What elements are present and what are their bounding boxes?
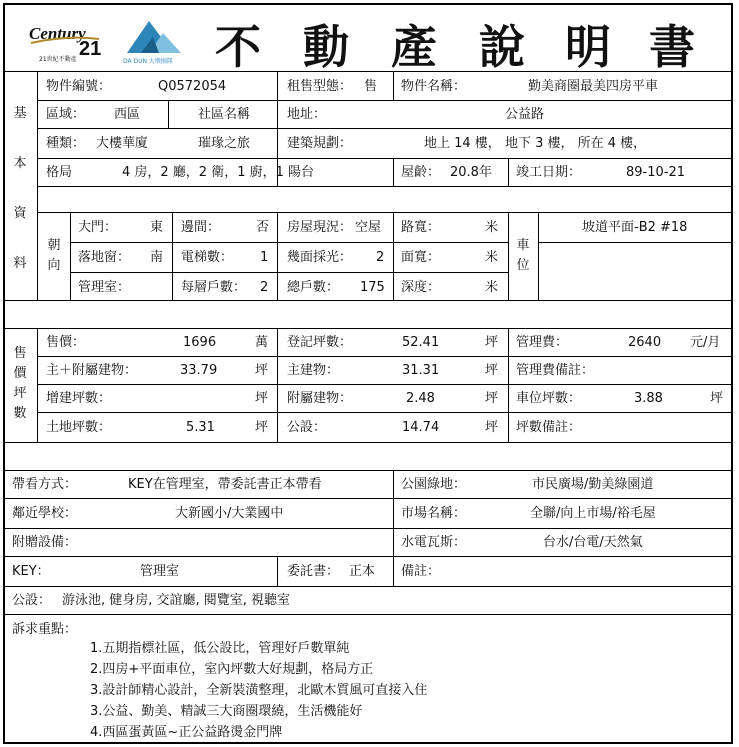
- plan-value: 地上 14 樓， 地下 3 樓， 所在 4 樓，: [424, 136, 647, 151]
- layout-label: 格局: [46, 165, 73, 180]
- age-value: 20.8年: [450, 165, 492, 180]
- depth-label: 深度：: [401, 280, 441, 295]
- rule: [393, 212, 394, 300]
- rule: [70, 212, 71, 300]
- rule: [538, 242, 733, 243]
- ext-label: 增建坪數：: [46, 391, 112, 406]
- parking-value: 坡道平面-B2 #18: [582, 220, 688, 235]
- main-unit: 坪: [255, 363, 269, 378]
- frontage-unit: 米: [485, 250, 499, 265]
- title-char-2: 動: [303, 20, 349, 74]
- appeal-item: 2.四房+平面車位，室內坪數大好規劃，格局方正: [90, 662, 374, 677]
- park-value: 市民廣場/勤美綠園道: [532, 477, 654, 492]
- section-char: 資: [13, 206, 27, 221]
- section-char: 本: [13, 156, 27, 171]
- car-ping-value: 3.88: [634, 391, 663, 406]
- park-label: 公園綠地：: [401, 477, 467, 492]
- ext-unit: 坪: [255, 391, 269, 406]
- reg-value: 52.41: [402, 335, 440, 350]
- community-label: 社區名稱: [198, 107, 251, 122]
- show-label: 帶看方式：: [12, 477, 78, 492]
- reg-label: 登記坪數：: [287, 335, 353, 350]
- rule: [508, 328, 509, 442]
- rule: [37, 212, 733, 213]
- section-char: 料: [13, 256, 27, 271]
- rule: [508, 212, 509, 300]
- plan-label: 建築規劃：: [287, 136, 353, 151]
- price-unit: 萬: [255, 335, 269, 350]
- title-char-5: 明: [565, 20, 611, 74]
- rule: [37, 384, 733, 385]
- type-value: 大樓華廈: [96, 136, 149, 151]
- lease-label: 租售型態：: [287, 79, 353, 94]
- svg-text:Century: Century: [29, 24, 86, 43]
- title-char-4: 說: [479, 20, 525, 74]
- address-value: 公益路: [505, 107, 545, 122]
- parking-char: 位: [516, 258, 530, 273]
- dadun-sub-text: DA DUN 大墩團隊: [123, 58, 173, 65]
- note-label: 備註：: [401, 564, 441, 579]
- per-floor-value: 2: [260, 280, 269, 295]
- rule: [37, 100, 733, 101]
- section-char: 售: [13, 346, 27, 361]
- rule: [172, 212, 173, 300]
- rule: [508, 158, 509, 186]
- orientation-char: 向: [47, 258, 61, 273]
- appeal-label: 訴求重點：: [12, 622, 78, 637]
- object-no-value: Q0572054: [158, 79, 227, 94]
- type-label: 種類：: [46, 136, 86, 151]
- area-value: 西區: [114, 107, 141, 122]
- status-value: 空屋: [355, 220, 382, 235]
- building-label: 主建物：: [287, 363, 340, 378]
- attached-value: 2.48: [406, 391, 435, 406]
- rule: [70, 242, 508, 243]
- object-no-label: 物件編號：: [46, 79, 112, 94]
- frontage-label: 面寬：: [401, 250, 441, 265]
- rule: [3, 586, 733, 587]
- public-label: 公設：: [287, 420, 327, 435]
- partition-label: 邊間：: [181, 220, 221, 235]
- rule: [3, 498, 733, 499]
- market-value: 全聯/向上市場/裕毛屋: [530, 506, 656, 521]
- title-char-3: 產: [391, 20, 437, 74]
- section-char: 價: [13, 366, 27, 381]
- per-floor-label: 每層戶數：: [181, 280, 247, 295]
- rule: [538, 212, 539, 300]
- contract-value: 正本: [349, 564, 376, 579]
- rule: [37, 356, 733, 357]
- rule: [37, 186, 733, 187]
- show-value: KEY在管理室，帶委託書正本帶看: [128, 477, 322, 492]
- community-value: 璀瑑之旅: [198, 136, 251, 151]
- rule: [393, 470, 394, 586]
- elevator-label: 電梯數：: [181, 250, 234, 265]
- main-label: 主＋附屬建物：: [46, 363, 138, 378]
- rule: [37, 328, 38, 442]
- window-value: 南: [150, 250, 164, 265]
- window-label: 落地窗：: [78, 250, 131, 265]
- completed-value: 89-10-21: [626, 165, 686, 180]
- appeal-item: 3.設計師精心設計，全新裝潢整理，北歐木質風可直接入住: [90, 683, 428, 698]
- rule: [168, 100, 169, 128]
- equip-label: 附贈設備：: [12, 535, 78, 550]
- appeal-item: 3.公益、勤美、精誠三大商圈環繞，生活機能好: [90, 704, 363, 719]
- title-char-1: 不: [215, 20, 261, 74]
- partition-value: 否: [256, 220, 270, 235]
- fee-note-label: 管理費備註：: [516, 363, 595, 378]
- rule: [37, 72, 38, 300]
- school-value: 大新國小/大業國中: [175, 506, 284, 521]
- parking-char: 車: [516, 238, 530, 253]
- market-label: 市場名稱：: [401, 506, 467, 521]
- lease-value: 售: [364, 79, 378, 94]
- land-unit: 坪: [255, 420, 269, 435]
- light-label: 幾面採光：: [287, 250, 353, 265]
- road-label: 路寬：: [401, 220, 441, 235]
- mgmt-label: 管理室：: [78, 280, 131, 295]
- reg-unit: 坪: [485, 335, 499, 350]
- appeal-item: 1.五期指標社區，低公設比，管理好戶數單純: [90, 641, 350, 656]
- title-char-6: 書: [649, 20, 695, 74]
- facility-label: 公設：: [12, 593, 52, 608]
- school-label: 鄰近學校：: [12, 506, 78, 521]
- attached-label: 附屬建物：: [287, 391, 353, 406]
- age-label: 屋齡：: [401, 165, 441, 180]
- address-label: 地址：: [287, 107, 327, 122]
- rule: [3, 442, 733, 443]
- price-label: 售價：: [46, 335, 86, 350]
- depth-unit: 米: [485, 280, 499, 295]
- century21-sub-text: 21世紀不動產: [39, 56, 77, 63]
- key-label: KEY：: [12, 564, 50, 579]
- section-char: 數: [13, 406, 27, 421]
- car-ping-unit: 坪: [710, 391, 724, 406]
- utility-label: 水電瓦斯：: [401, 535, 467, 550]
- rule: [37, 128, 733, 129]
- area-label: 區域：: [46, 107, 86, 122]
- svg-text:21: 21: [79, 38, 102, 60]
- light-value: 2: [376, 250, 385, 265]
- section-char: 坪: [13, 386, 27, 401]
- building-value: 31.31: [402, 363, 440, 378]
- attached-unit: 坪: [485, 391, 499, 406]
- gate-label: 大門：: [78, 220, 118, 235]
- orientation-char: 朝: [47, 238, 61, 253]
- rule: [3, 328, 733, 329]
- land-value: 5.31: [186, 420, 215, 435]
- utility-value: 台水/台電/天然氣: [543, 535, 643, 550]
- rule: [277, 556, 278, 586]
- fee-value: 2640: [628, 335, 662, 350]
- rule: [277, 212, 278, 300]
- rule: [393, 72, 394, 100]
- price-value: 1696: [183, 335, 217, 350]
- contract-label: 委託書：: [287, 564, 340, 579]
- elevator-value: 1: [260, 250, 269, 265]
- main-value: 33.79: [180, 363, 218, 378]
- appeal-item: 4.西區蛋黃區~正公益路燙金門牌: [90, 725, 283, 740]
- rule: [277, 328, 278, 442]
- households-label: 總戶數：: [287, 280, 340, 295]
- road-unit: 米: [485, 220, 499, 235]
- rule: [3, 528, 733, 529]
- ping-note-label: 坪數備註：: [516, 420, 582, 435]
- rule: [37, 412, 733, 413]
- rule: [37, 158, 733, 159]
- fee-label: 管理費：: [516, 335, 569, 350]
- public-unit: 坪: [485, 420, 499, 435]
- rule: [3, 614, 733, 615]
- rule: [3, 556, 733, 557]
- gate-value: 東: [150, 220, 164, 235]
- completed-label: 竣工日期：: [516, 165, 582, 180]
- rule: [393, 158, 394, 186]
- public-value: 14.74: [402, 420, 440, 435]
- rule: [3, 470, 733, 471]
- status-label: 房屋現況：: [287, 220, 353, 235]
- building-unit: 坪: [485, 363, 499, 378]
- land-label: 土地坪數：: [46, 420, 112, 435]
- rule: [3, 300, 733, 301]
- car-ping-label: 車位坪數：: [516, 391, 582, 406]
- name-label: 物件名稱：: [401, 79, 467, 94]
- rule: [70, 272, 508, 273]
- key-value: 管理室: [140, 564, 180, 579]
- name-value: 勤美商圈最美四房平車: [528, 79, 659, 94]
- section-char: 基: [13, 106, 27, 121]
- fee-unit: 元/月: [690, 335, 721, 350]
- layout-value: 4 房，2 廳，2 衛，1 廚，1 陽台: [122, 165, 315, 180]
- facility-value: 游泳池, 健身房, 交誼廳, 閱覽室, 視聽室: [62, 593, 291, 608]
- households-value: 175: [360, 280, 385, 295]
